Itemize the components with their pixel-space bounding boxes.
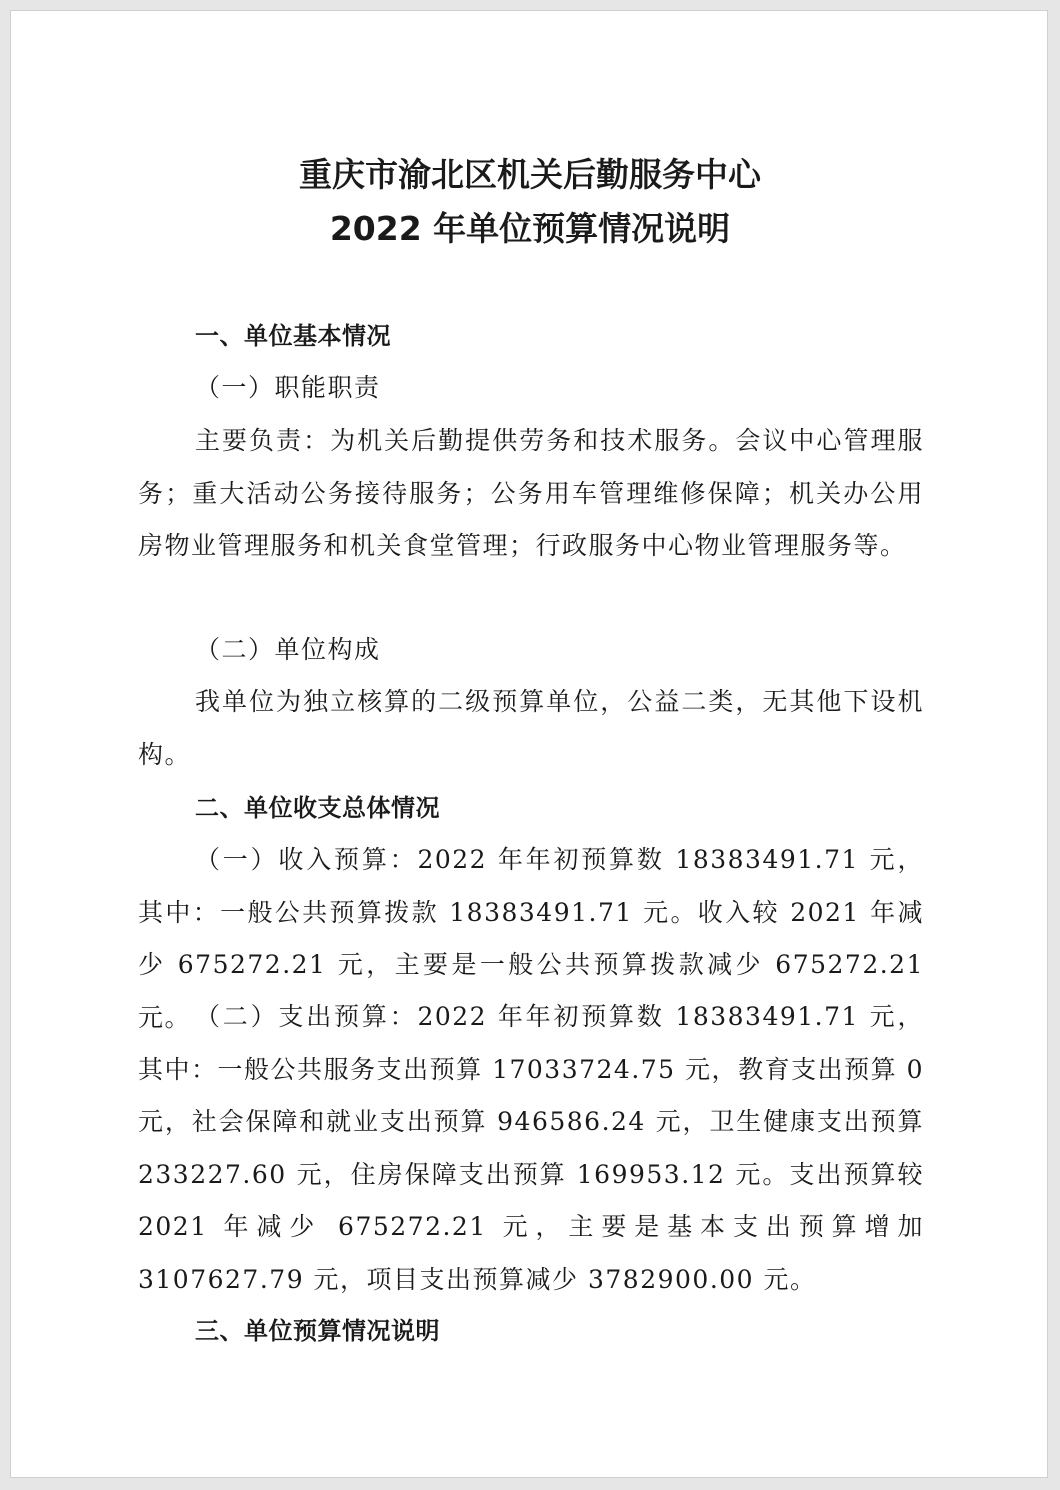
document-title-line1: 重庆市渝北区机关后勤服务中心 <box>299 155 761 194</box>
paragraph-expenditure-budget: （二）支出预算：2022 年年初预算数 18383491.71 元，其中：一般公共服务支出预算 17033724.75 元，教育支出预算 0 元，社会保障和就业支出预算 946586.24 元，卫生健康支出预算 233227.60 元，住房保障支出预算 169953.12 元。支出预算较 2021 年减少 675272.21 元，主要是基本支出预算增加 3107627.79 元，项目支出预算减少 3782900.00 元。 <box>138 1002 924 1294</box>
paragraph-revenue-budget: （一）收入预算：2022 年年初预算数 18383491.71 元，其中：一般公共预算拨款 18383491.71 元。收入较 2021 年减少 675272.21 元，主要是一般公共预算拨款减少 675272.21 元。 <box>138 845 924 1032</box>
document-page <box>10 10 1048 1478</box>
paragraph-responsibilities: 主要负责：为机关后勤提供劳务和技术服务。会议中心管理服务；重大活动公务接待服务；公务用车管理维修保障；机关办公用房物业管理服务和机关食堂管理；行政服务中心物业管理服务等。 <box>138 426 924 560</box>
section-heading-budget-explanation: 三、单位预算情况说明 <box>195 1317 440 1345</box>
subheading-composition: （二）单位构成 <box>195 635 381 664</box>
paragraph-composition: 我单位为独立核算的二级预算单位，公益二类，无其他下设机构。 <box>138 687 924 769</box>
document-title-line2: 2022 年单位预算情况说明 <box>329 209 731 248</box>
subheading-functions: （一）职能职责 <box>195 373 381 402</box>
section-heading-revenue-expenditure: 二、单位收支总体情况 <box>195 794 440 822</box>
section-heading-basic-info: 一、单位基本情况 <box>195 322 391 350</box>
